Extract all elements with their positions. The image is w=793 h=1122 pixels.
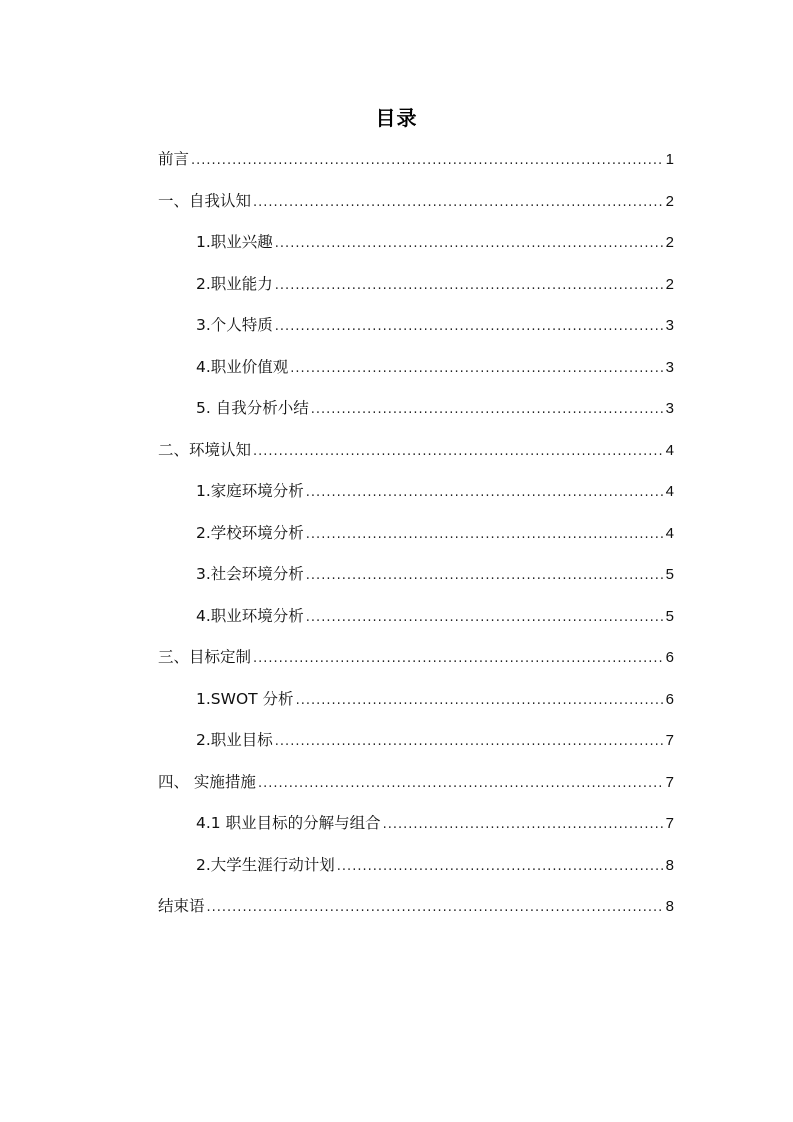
toc-page-number: 3 [665, 317, 674, 334]
toc-page-number: 3 [665, 358, 674, 376]
toc-page-number: 5 [665, 566, 674, 583]
toc-page-number: 4 [665, 524, 674, 542]
toc-entry-label: 4.1 职业目标的分解与组合 [196, 814, 381, 832]
toc-entry-label: 二、环境认知 [158, 440, 252, 459]
toc-entry-label: 2.学校环境分析 [196, 523, 304, 542]
toc-entry[interactable] [158, 396, 674, 438]
toc-dot-leader [306, 523, 664, 547]
toc-entry-label: 1.家庭环境分析 [196, 482, 304, 500]
toc-dot-leader [383, 813, 664, 837]
toc-entry[interactable] [158, 230, 674, 272]
toc-page-number: 2 [665, 275, 674, 293]
toc-entry-label: 1.SWOT 分析 [196, 689, 294, 708]
toc-entry-label: 四、 实施措施 [158, 772, 256, 791]
toc-entry-label: 3.社会环境分析 [196, 565, 304, 583]
toc-entry[interactable] [158, 355, 674, 397]
toc-entry[interactable] [158, 521, 674, 563]
toc-page-number: 4 [665, 441, 674, 459]
toc-entry[interactable] [158, 853, 674, 895]
toc-page-number: 6 [665, 690, 674, 708]
toc-entry-label: 3.个人特质 [196, 316, 273, 334]
toc-entry[interactable] [158, 687, 674, 729]
toc-page-number: 7 [665, 732, 674, 749]
toc-dot-leader [253, 440, 664, 464]
table-of-contents [158, 147, 674, 936]
toc-page-number: 3 [665, 400, 674, 417]
toc-entry-label: 4.职业价值观 [196, 357, 289, 376]
toc-page-number: 8 [665, 856, 674, 874]
toc-entry[interactable] [158, 728, 674, 770]
toc-dot-leader [191, 149, 664, 173]
toc-entry-label: 1.职业兴趣 [196, 233, 273, 251]
toc-dot-leader [253, 647, 664, 671]
toc-entry-label: 2.大学生涯行动计划 [196, 855, 335, 874]
toc-dot-leader [290, 357, 663, 381]
toc-page-number: 7 [665, 773, 674, 791]
toc-entry[interactable] [158, 313, 674, 355]
toc-dot-leader [306, 481, 664, 505]
toc-entry[interactable] [158, 645, 674, 687]
toc-entry-label: 4.职业环境分析 [196, 606, 304, 625]
toc-dot-leader [207, 896, 664, 920]
toc-entry-label: 5. 自我分析小结 [196, 399, 309, 417]
toc-entry[interactable] [158, 479, 674, 521]
toc-dot-leader [258, 772, 664, 796]
toc-entry-label: 前言 [158, 150, 190, 168]
toc-dot-leader [311, 398, 664, 422]
toc-entry[interactable] [158, 272, 674, 314]
toc-entry-label: 2.职业能力 [196, 274, 273, 293]
toc-dot-leader [337, 855, 664, 879]
toc-page-number: 5 [665, 607, 674, 625]
toc-entry[interactable] [158, 811, 674, 853]
toc-page-number: 6 [665, 649, 674, 666]
toc-page-number: 8 [665, 898, 674, 915]
toc-entry[interactable] [158, 894, 674, 936]
toc-entry-label: 一、自我认知 [158, 191, 252, 210]
toc-dot-leader [275, 274, 664, 298]
toc-entry[interactable] [158, 562, 674, 604]
toc-title: 目录 [375, 106, 418, 130]
toc-page-number: 2 [665, 192, 674, 210]
toc-dot-leader [275, 232, 664, 256]
toc-entry[interactable] [158, 147, 674, 189]
toc-page-number: 7 [665, 815, 674, 832]
toc-page-number: 2 [665, 234, 674, 251]
toc-page-number: 1 [665, 151, 674, 168]
toc-entry[interactable] [158, 770, 674, 812]
toc-dot-leader [296, 689, 664, 713]
toc-entry[interactable] [158, 438, 674, 480]
toc-dot-leader [306, 564, 664, 588]
toc-entry-label: 2.职业目标 [196, 731, 273, 749]
toc-entry-label: 结束语 [158, 897, 205, 915]
toc-dot-leader [306, 606, 664, 630]
toc-entry[interactable] [158, 604, 674, 646]
toc-entry[interactable] [158, 189, 674, 231]
toc-page-number: 4 [665, 483, 674, 500]
toc-dot-leader [275, 730, 664, 754]
toc-entry-label: 三、目标定制 [158, 648, 252, 666]
toc-dot-leader [275, 315, 664, 339]
toc-dot-leader [253, 191, 664, 215]
